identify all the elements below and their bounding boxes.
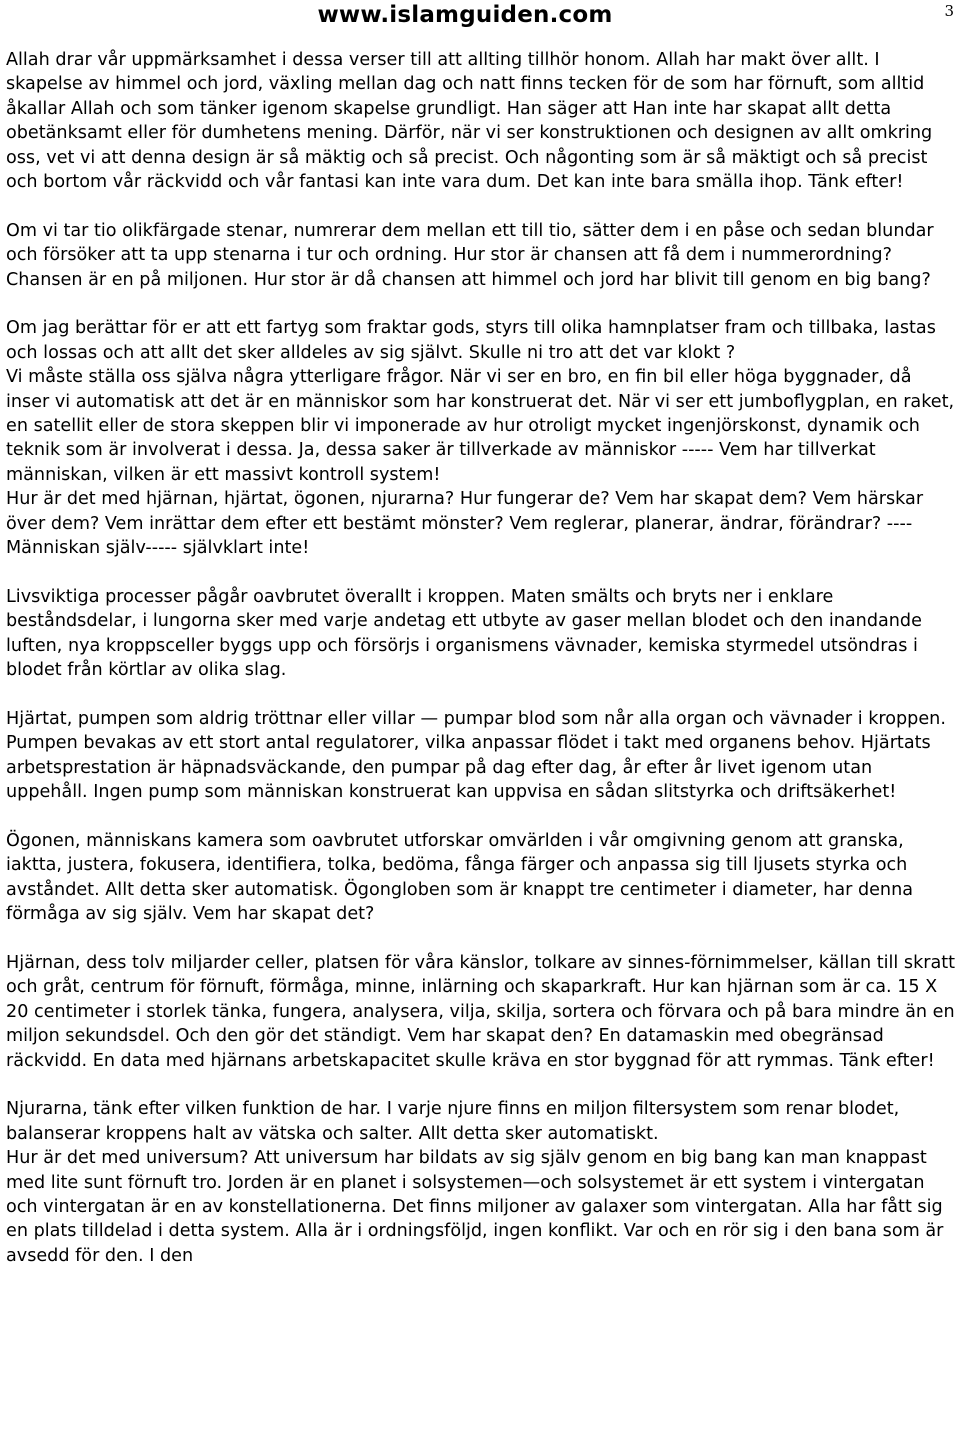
paragraph: Om vi tar tio olikfärgade stenar, numrerar dem mellan ett till tio, sätter dem i en påse och sedan blundar och försöker att ta upp stenarna i tur och ordning. Hur stor är chansen att få dem i nummerordning? Chansen är en på miljonen. Hur stor är då chansen att himmel och jord har blivit till genom en big bang?: [6, 220, 934, 290]
paragraph: Hur är det med universum? Att universum har bildats av sig själv genom en big bang kan man knappast med lite sunt förnuft tro. Jorden är en planet i solsystemen—och solsystemet är ett system i vintergatan och vintergatan är en av konstellationerna. Det finns miljoner av galaxer som vintergatan. Alla har fått sig en plats tilldelad i detta system. Alla är i ordningsföljd, ingen konflikt. Var och en rör sig i den bana som är avsedd för den. I den: [6, 1148, 944, 1266]
paragraph: Ögonen, människans kamera som oavbrutet utforskar omvärlden i vår omgivning genom att granska, iaktta, justera, fokusera, identifiera, tolka, bedöma, fånga färger och anpassa sig till ljusets styrka och avståndet. Allt detta sker automatisk. Ögongloben som är knappt tre centimeter i diameter, har denna förmåga av sig själv. Vem har skapat det?: [6, 830, 914, 925]
paragraph: Hur är det med hjärnan, hjärtat, ögonen, njurarna? Hur fungerar de? Vem har skapat dem? Vem härskar över dem? Vem inrättar dem efter ett bestämt mönster? Vem reglerar, planerar, ändrar, förändrar? ----Människan själv----- självklart inte!: [6, 489, 924, 559]
paragraph: Njurarna, tänk efter vilken funktion de har. I varje njure finns en miljon filtersystem som renar blodet, balanserar kroppens halt av vätska och salter. Allt detta sker automatiskt.: [6, 1099, 900, 1144]
page-number: 3: [944, 2, 954, 20]
paragraph: Hjärtat, pumpen som aldrig tröttnar eller villar — pumpar blod som når alla organ och vävnader i kroppen. Pumpen bevakas av ett stort antal regulatorer, vilka anpassar flödet i takt med organens behov. Hjärtats arbetsprestation är häpnadsväckande, den pumpar på dag efter dag, år efter år livet igenom utan uppehåll. Ingen pump som människan konstruerat kan uppvisa en sådan slitstyrka och driftsäkerhet!: [6, 708, 946, 803]
document-body: [6, 48, 958, 1268]
site-header: www.islamguiden.com: [317, 2, 613, 28]
paragraph: Allah drar vår uppmärksamhet i dessa verser till att allting tillhör honom. Allah har makt över allt. I skapelse av himmel och jord, växling mellan dag och natt finns tecken för de som har förnuft, som alltid åkallar Allah och som tänker igenom skapelse grundligt. Han säger att Han inte har skapat allt detta obetänksamt eller för dumhetens mening. Därför, när vi ser konstruktionen och designen av allt omkring oss, vet vi att denna design är så mäktig och så precist. Och någonting som är så mäktigt och så precist och bortom vår räckvidd och vår fantasi kan inte vara dum. Det kan inte bara smälla ihop. Tänk efter!: [6, 50, 933, 193]
paragraph: Vi måste ställa oss själva några ytterligare frågor. När vi ser en bro, en fin bil eller höga byggnader, då inser vi automatisk att det är en människor som har konstruerat det. När vi ser ett jumboflygplan, en raket, en satellit eller de stora skeppen blir vi imponerade av hur otroligt mycket ingenjörskonst, dynamik och teknik som är involverat i dessa. Ja, dessa saker är tillverkade av människor ----- Vem har tillverkat människan, vilken är ett massivt kontroll system!: [6, 367, 955, 485]
paragraph: Hjärnan, dess tolv miljarder celler, platsen för våra känslor, tolkare av sinnes-förnimmelser, källan till skratt och gråt, centrum för förnuft, förmåga, minne, inlärning och skaparkraft. Hur kan hjärnan som är ca. 15 X 20 centimeter i storlek tänka, fungera, analysera, vilja, skilja, sortera och förvara och på bara mindre än en miljon sekundsdel. Och den gör det ständigt. Vem har skapat den? En datamaskin med obegränsad räckvidd. En data med hjärnans arbetskapacitet skulle kräva en stor byggnad för att rymmas. Tänk efter!: [6, 952, 956, 1071]
paragraph: Om jag berättar för er att ett fartyg som fraktar gods, styrs till olika hamnplatser fram och tillbaka, lastas och lossas och att allt det sker alldeles av sig självt. Skulle ni tro att det var klokt ?: [6, 318, 936, 363]
paragraph: Livsviktiga processer pågår oavbrutet överallt i kroppen. Maten smälts och bryts ner i enklare beståndsdelar, i lungorna sker med varje andetag ett utbyte av gaser mellan blodet och den inandande luften, nya kroppsceller byggs upp och försörjs i organismens vävnader, kemiska styrmedel utsöndras i blodet från körtlar av olika slag.: [6, 586, 922, 681]
